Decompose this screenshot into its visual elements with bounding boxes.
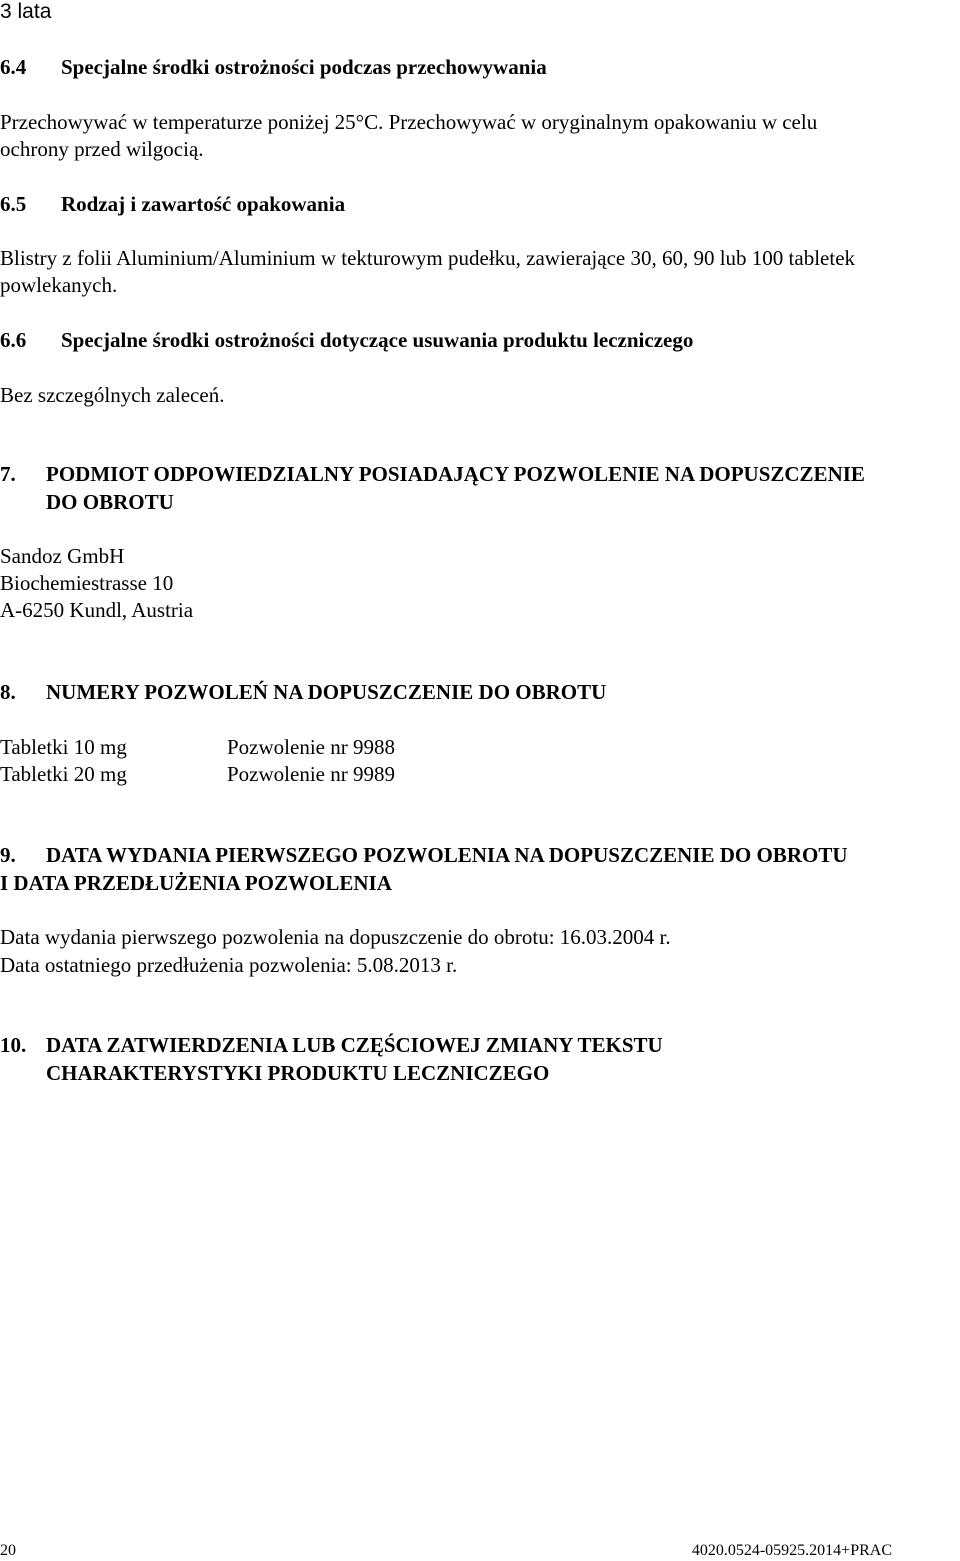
section-title-line-2: DO OBROTU [46,490,174,514]
top-fragment: 3 lata [0,0,52,23]
section-6-5-body-line-1: Blistry z folii Aluminium/Aluminium w tekturowym pudełku, zawierające 30, 60, 90 lub 100 tabletek [0,246,856,270]
section-10-heading [0,1033,960,1093]
permit-value: Pozwolenie nr 9989 [227,762,395,786]
section-number: 9. [0,843,16,867]
permit-row [0,762,960,788]
company-name: Sandoz GmbH [0,544,125,568]
section-6-5-body-line-2: powlekanych. [0,273,118,297]
section-title-line-1: DATA WYDANIA PIERWSZEGO POZWOLENIA NA DOPUSZCZENIE DO OBROTU [46,843,848,867]
section-title: Specjalne środki ostrożności dotyczące usuwania produktu leczniczego [61,328,694,352]
renewal-date: Data ostatniego przedłużenia pozwolenia: 5.08.2013 r. [0,953,458,977]
section-number: 7. [0,462,16,486]
permit-value: Pozwolenie nr 9988 [227,735,395,759]
section-title: Rodzaj i zawartość opakowania [61,192,346,216]
section-number: 10. [0,1033,27,1057]
document-code: 4020.0524-05925.2014+PRAC [691,1542,892,1559]
permit-label: Tabletki 20 mg [0,762,127,786]
section-number: 6.6 [0,328,27,352]
section-number: 6.5 [0,192,27,216]
section-6-6-body: Bez szczególnych zaleceń. [0,383,225,407]
permit-row [0,735,960,761]
section-7-heading [0,462,960,522]
section-6-4-body-line-1: Przechowywać w temperaturze poniżej 25°C. Przechowywać w oryginalnym opakowaniu w celu [0,110,818,134]
section-title: NUMERY POZWOLEŃ NA DOPUSZCZENIE DO OBROTU [46,680,607,704]
permit-label: Tabletki 10 mg [0,735,127,759]
section-title-line-1: PODMIOT ODPOWIEDZIALNY POSIADAJĄCY POZWOLENIE NA DOPUSZCZENIE [46,462,865,486]
section-title-line-2: I DATA PRZEDŁUŻENIA POZWOLENIA [0,871,392,895]
section-title: Specjalne środki ostrożności podczas przechowywania [61,55,547,79]
company-street: Biochemiestrasse 10 [0,571,174,595]
section-title-line-1: DATA ZATWIERDZENIA LUB CZĘŚCIOWEJ ZMIANY TEKSTU [46,1033,663,1057]
first-approval-date: Data wydania pierwszego pozwolenia na dopuszczenie do obrotu: 16.03.2004 r. [0,925,671,949]
section-title-line-2: CHARAKTERYSTYKI PRODUKTU LECZNICZEGO [46,1061,550,1085]
section-number: 6.4 [0,55,27,79]
page-number: 20 [0,1542,16,1559]
company-city: A-6250 Kundl, Austria [0,598,194,622]
section-9-heading [0,843,960,903]
section-6-4-body-line-2: ochrony przed wilgocią. [0,137,204,161]
section-number: 8. [0,680,16,704]
